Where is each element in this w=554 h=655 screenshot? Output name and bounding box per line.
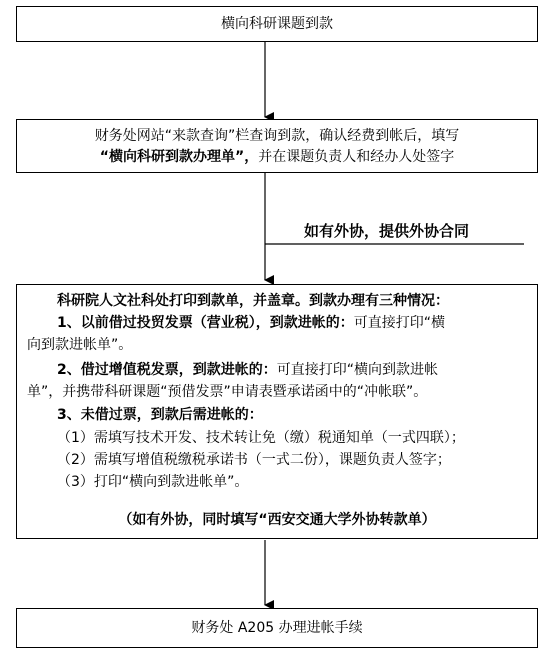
step-2-line-2-rest: 并在课题负责人和经办人处签字 <box>258 149 455 165</box>
case-3-item-1-text: （1）需填写技术开发、技术转让免（缴）税通知单（一式四联）； <box>57 430 465 446</box>
case-1-text-cont: 向到款进帐单”。 <box>27 337 133 353</box>
case-2-line-2 <box>27 382 537 402</box>
case-3-item-1 <box>57 428 537 448</box>
case-3-item-3 <box>57 472 537 492</box>
case-1-text: 可直接打印“横 <box>353 315 446 331</box>
side-note: 如有外协，提供外协合同 <box>304 222 470 240</box>
case-1-line-2 <box>27 335 537 355</box>
step-2-line-1 <box>17 126 537 146</box>
step-3-footer-text: （如有外协，同时填写“西安交通大学外协转款单） <box>118 512 436 528</box>
case-3-item-2-text: （2）需填写增值税缴税承诺书（一式二份），课题负责人签字； <box>57 452 451 468</box>
step-3-footer <box>17 510 537 530</box>
step-2-form-name: “横向科研到款办理单”， <box>99 149 259 165</box>
case-2-text: 可直接打印“横向到款进帐 <box>276 362 439 378</box>
step-box-2 <box>16 119 538 173</box>
step-3-heading-text: 科研院人文社科处打印到款单，并盖章。到款办理有三种情况： <box>57 293 449 309</box>
case-1-title: 1、以前借过投贸发票（营业税），到款进帐的： <box>57 315 354 331</box>
case-3-item-3-text: （3）打印“横向到款进帐单”。 <box>57 474 249 490</box>
step-4-text: 财务处 A205 办理进帐手续 <box>191 620 363 636</box>
case-3-item-2 <box>57 450 537 470</box>
step-2-line-1-text: 财务处网站“来款查询”栏查询到款，确认经费到帐后，填写 <box>94 128 460 144</box>
step-box-4 <box>16 608 538 648</box>
step-3-heading <box>57 291 537 311</box>
case-3-title: 3、未借过票，到款后需进帐的： <box>57 407 263 423</box>
step-1-text: 横向科研课题到款 <box>221 16 333 32</box>
step-2-line-2 <box>17 147 537 167</box>
step-box-3 <box>16 284 538 539</box>
step-box-1 <box>16 6 538 42</box>
case-3-line-1 <box>57 405 537 425</box>
case-2-title: 2、借过增值税发票，到款进帐的： <box>57 362 277 378</box>
case-2-line-1 <box>57 360 537 380</box>
case-2-text-cont: 单”，并携带科研课题“预借发票”申请表暨承诺函中的“冲帐联”。 <box>27 384 428 400</box>
case-1-line-1 <box>57 313 537 333</box>
